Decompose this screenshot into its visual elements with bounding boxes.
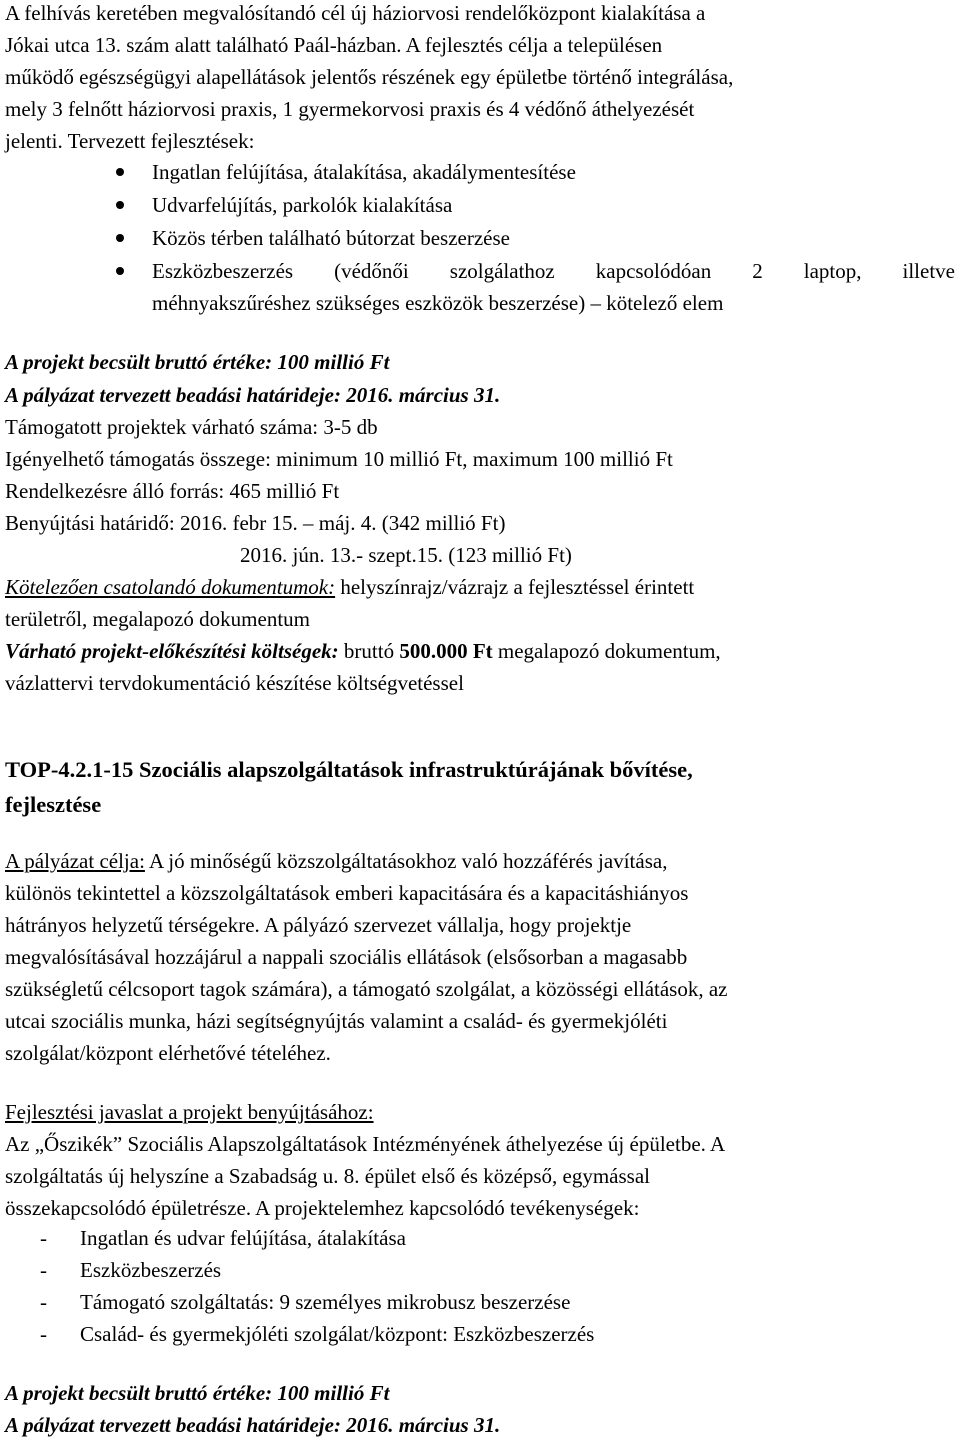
required-docs-label: Kötelezően csatolandó dokumentumok: <box>5 575 336 599</box>
prep-cost-amount: 500.000 Ft <box>399 639 493 663</box>
intro-line: A felhívás keretében megvalósítandó cél új háziorvosi rendelőközpont kialakítása a <box>5 1 706 25</box>
intro-line: mely 3 felnőtt háziorvosi praxis, 1 gyermekorvosi praxis és 4 védőnő áthelyezését <box>5 97 695 121</box>
activity-item: Támogató szolgáltatás: 9 személyes mikrobusz beszerzése <box>80 1290 571 1314</box>
goal-line: szükségletű célcsoport tagok számára), a támogató szolgálat, a közösségi ellátások, az <box>5 977 728 1001</box>
bullet-item: Eszközbeszerzés (védőnői szolgálathoz kapcsolódóan 2 laptop, illetve <box>152 259 955 283</box>
proposal-line: összekapcsolódó épületrésze. A projektelemhez kapcsolódó tevékenységek: <box>5 1196 640 1220</box>
prep-cost-line <box>5 636 955 668</box>
supported-projects-count: Támogatott projektek várható száma: 3-5 db <box>5 415 378 439</box>
section-heading: fejlesztése <box>5 792 102 817</box>
bullet-item-continuation: méhnyakszűréshez szükséges eszközök beszerzése) – kötelező elem <box>152 291 724 315</box>
required-docs-text: területről, megalapozó dokumentum <box>5 607 310 631</box>
estimated-value: A projekt becsült bruttó értéke: 100 millió Ft <box>5 1381 390 1405</box>
dash-marker: - <box>40 1290 47 1314</box>
available-source: Rendelkezésre álló forrás: 465 millió Ft <box>5 479 340 503</box>
submission-deadline: A pályázat tervezett beadási határideje: 2016. március 31. <box>5 383 501 407</box>
goal-line <box>5 846 955 878</box>
proposal-line: szolgáltatás új helyszíne a Szabadság u. 8. épület első és középső, egymással <box>5 1164 650 1188</box>
dash-marker: - <box>40 1226 47 1250</box>
bullet-item: Ingatlan felújítása, átalakítása, akadálymentesítése <box>152 160 576 184</box>
goal-text: A jó minőségű közszolgáltatásokhoz való hozzáférés javítása, <box>149 849 668 873</box>
bullet-icon <box>116 267 124 275</box>
required-docs-text: helyszínrajz/vázrajz a fejlesztéssel érintett <box>340 575 695 599</box>
section-heading: TOP-4.2.1-15 Szociális alapszolgáltatások infrastruktúrájának bővítése, <box>5 757 693 782</box>
support-amount: Igényelhető támogatás összege: minimum 10 millió Ft, maximum 100 millió Ft <box>5 447 673 471</box>
activity-item: Ingatlan és udvar felújítása, átalakítása <box>80 1226 406 1250</box>
prep-cost-text: bruttó <box>343 639 395 663</box>
goal-line: hátrányos helyzetű térségekre. A pályázó szervezet vállalja, hogy projektje <box>5 913 632 937</box>
bullet-item: Udvarfelújítás, parkolók kialakítása <box>152 193 453 217</box>
estimated-value: A projekt becsült bruttó értéke: 100 millió Ft <box>5 350 390 374</box>
goal-label: A pályázat célja: <box>5 849 145 873</box>
submission-window: Benyújtási határidő: 2016. febr 15. – máj. 4. (342 millió Ft) <box>5 511 506 535</box>
prep-cost-text: vázlattervi tervdokumentáció készítése költségvetéssel <box>5 671 464 695</box>
proposal-label: Fejlesztési javaslat a projekt benyújtásához: <box>5 1100 374 1124</box>
prep-cost-text: megalapozó dokumentum, <box>497 639 721 663</box>
intro-line: Jókai utca 13. szám alatt található Paál-házban. A fejlesztés célja a településen <box>5 33 663 57</box>
bullet-icon <box>116 234 124 242</box>
intro-line: működő egészségügyi alapellátások jelentős részének egy épületbe történő integrálása, <box>5 65 734 89</box>
dash-marker: - <box>40 1258 47 1282</box>
bullet-icon <box>116 201 124 209</box>
prep-cost-label: Várható projekt-előkészítési költségek: <box>5 639 339 663</box>
submission-window: 2016. jún. 13.- szept.15. (123 millió Ft) <box>240 543 572 567</box>
submission-deadline: A pályázat tervezett beadási határideje: 2016. március 31. <box>5 1413 501 1437</box>
goal-line: szolgálat/központ elérhetővé tételéhez. <box>5 1041 331 1065</box>
dash-marker: - <box>40 1322 47 1346</box>
bullet-item: Közös térben található bútorzat beszerzése <box>152 226 510 250</box>
goal-line: különös tekintettel a közszolgáltatások emberi kapacitására és a kapacitáshiányos <box>5 881 689 905</box>
proposal-line: Az „Őszikék” Szociális Alapszolgáltatások Intézményének áthelyezése új épületbe. A <box>5 1132 726 1156</box>
activity-item: Család- és gyermekjóléti szolgálat/központ: Eszközbeszerzés <box>80 1322 595 1346</box>
bullet-icon <box>116 168 124 176</box>
intro-line: jelenti. Tervezett fejlesztések: <box>5 129 255 153</box>
activity-item: Eszközbeszerzés <box>80 1258 222 1282</box>
goal-line: utcai szociális munka, házi segítségnyújtás valamint a család- és gyermekjóléti <box>5 1009 668 1033</box>
required-docs-line <box>5 572 955 604</box>
goal-line: megvalósításával hozzájárul a nappali szociális ellátások (elsősorban a magasabb <box>5 945 688 969</box>
